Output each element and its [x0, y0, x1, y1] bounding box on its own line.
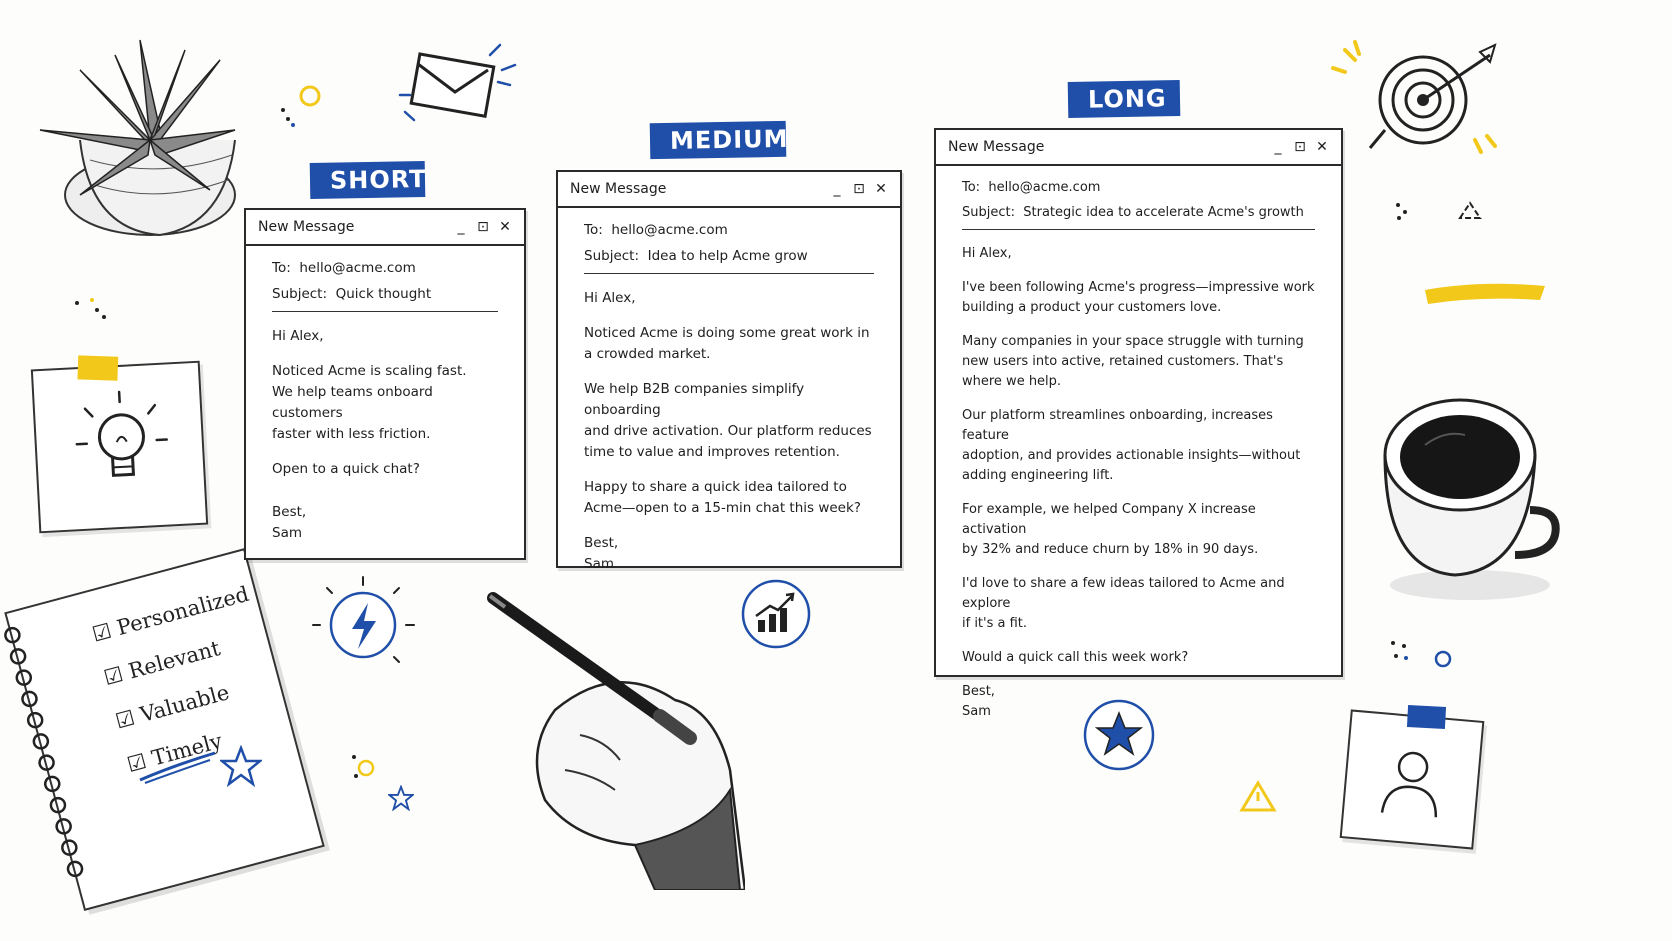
minimize-icon[interactable]: _	[1274, 139, 1282, 155]
lightbulb-icon	[69, 384, 175, 499]
greeting: Hi Alex,	[962, 246, 1012, 261]
medium-label: MEDIUM	[650, 121, 787, 159]
yellow-circle-icon	[295, 83, 325, 113]
underline-stroke	[135, 745, 225, 785]
close-icon[interactable]: ✕	[875, 181, 887, 197]
greeting: Hi Alex,	[584, 290, 636, 306]
dots-icon	[1388, 638, 1413, 663]
long-label: LONG	[1068, 80, 1181, 118]
window-titlebar	[246, 210, 524, 246]
maximize-icon[interactable]: ⊡	[853, 181, 865, 197]
sticky-tape	[1407, 705, 1446, 729]
window-titlebar	[936, 130, 1341, 166]
maximize-icon[interactable]: ⊡	[1294, 139, 1306, 155]
person-sticky-note	[1340, 709, 1485, 849]
warning-triangle-icon	[1238, 778, 1278, 814]
dots-icon	[1393, 200, 1413, 225]
divider	[272, 311, 498, 312]
window-title: New Message	[570, 181, 667, 197]
signoff: Best, Sam	[272, 504, 307, 541]
lightbulb-sticky-note	[31, 361, 208, 534]
paragraph: Happy to share a quick idea tailored to Acme—open to a 15-min chat this week?	[584, 479, 861, 516]
paragraph: I'd love to share a few ideas tailored to Acme and explore if it's a fit.	[962, 576, 1285, 631]
coffee-cup-icon	[1375, 395, 1565, 605]
person-icon	[1373, 742, 1450, 828]
medium-email-window	[556, 170, 902, 572]
paragraph: I've been following Acme's progress—impressive work building a product your customers love.	[962, 280, 1315, 315]
checklist-item: ☑ Valuable	[112, 680, 232, 734]
close-icon[interactable]: ✕	[499, 219, 511, 235]
dots-icon	[348, 752, 378, 782]
checklist-item: ☑ Timely	[124, 728, 225, 778]
to-field[interactable]: To: hello@acme.com	[962, 180, 1101, 195]
window-title: New Message	[258, 219, 355, 235]
envelope-icon	[390, 40, 530, 130]
email-body	[936, 166, 1341, 748]
long-email-window	[934, 128, 1343, 719]
divider	[962, 229, 1315, 230]
subject-field[interactable]: Subject: Idea to help Acme grow	[584, 248, 808, 264]
lightning-icon	[310, 575, 420, 675]
paragraph: Noticed Acme is doing some great work in a crowded market.	[584, 325, 870, 362]
signoff: Best, Sam	[962, 684, 995, 719]
short-label: SHORT	[310, 161, 426, 199]
target-icon	[1325, 40, 1505, 170]
star-icon	[388, 785, 414, 811]
blue-circle-icon	[1432, 648, 1454, 670]
dots-icon	[278, 105, 298, 130]
subject-field[interactable]: Subject: Quick thought	[272, 286, 432, 302]
paragraph: Many companies in your space struggle with turning new users into active, retained customers. That's where we help.	[962, 334, 1304, 389]
signoff: Best, Sam	[584, 535, 619, 572]
minimize-icon[interactable]: _	[833, 181, 841, 197]
paragraph: Open to a quick chat?	[272, 461, 420, 477]
minimize-icon[interactable]: _	[457, 219, 465, 235]
paragraph: Would a quick call this week work?	[962, 650, 1189, 665]
sticky-tape	[77, 355, 118, 380]
maximize-icon[interactable]: ⊡	[477, 219, 489, 235]
paragraph: For example, we helped Company X increase activation by 32% and reduce churn by 18% in 90 days.	[962, 502, 1259, 557]
plant-icon	[20, 20, 240, 250]
to-field[interactable]: To: hello@acme.com	[584, 222, 728, 238]
to-field[interactable]: To: hello@acme.com	[272, 260, 416, 276]
checklist-item: ☑ Relevant	[101, 636, 223, 691]
divider	[584, 273, 874, 274]
star-icon	[220, 745, 262, 787]
short-email-window	[244, 208, 526, 560]
paragraph: Our platform streamlines onboarding, increases feature adoption, and provides actionable insights—without adding engineering lift.	[962, 408, 1301, 483]
subject-field[interactable]: Subject: Strategic idea to accelerate Acme's growth	[962, 205, 1304, 220]
pen-hand-icon	[485, 590, 745, 890]
email-body	[558, 208, 900, 601]
close-icon[interactable]: ✕	[1316, 139, 1328, 155]
yellow-brush-stroke	[1420, 272, 1550, 312]
checklist-item: ☑ Personalized	[89, 581, 252, 647]
paragraph: We help B2B companies simplify onboarding and drive activation. Our platform reduces time to value and improves retention.	[584, 381, 872, 460]
greeting: Hi Alex,	[272, 328, 324, 344]
dots-icon	[72, 295, 112, 325]
window-title: New Message	[948, 139, 1045, 155]
window-titlebar	[558, 172, 900, 208]
email-body	[246, 246, 524, 570]
recycle-icon	[1455, 198, 1485, 224]
paragraph: Noticed Acme is scaling fast. We help teams onboard customers faster with less friction.	[272, 363, 467, 442]
